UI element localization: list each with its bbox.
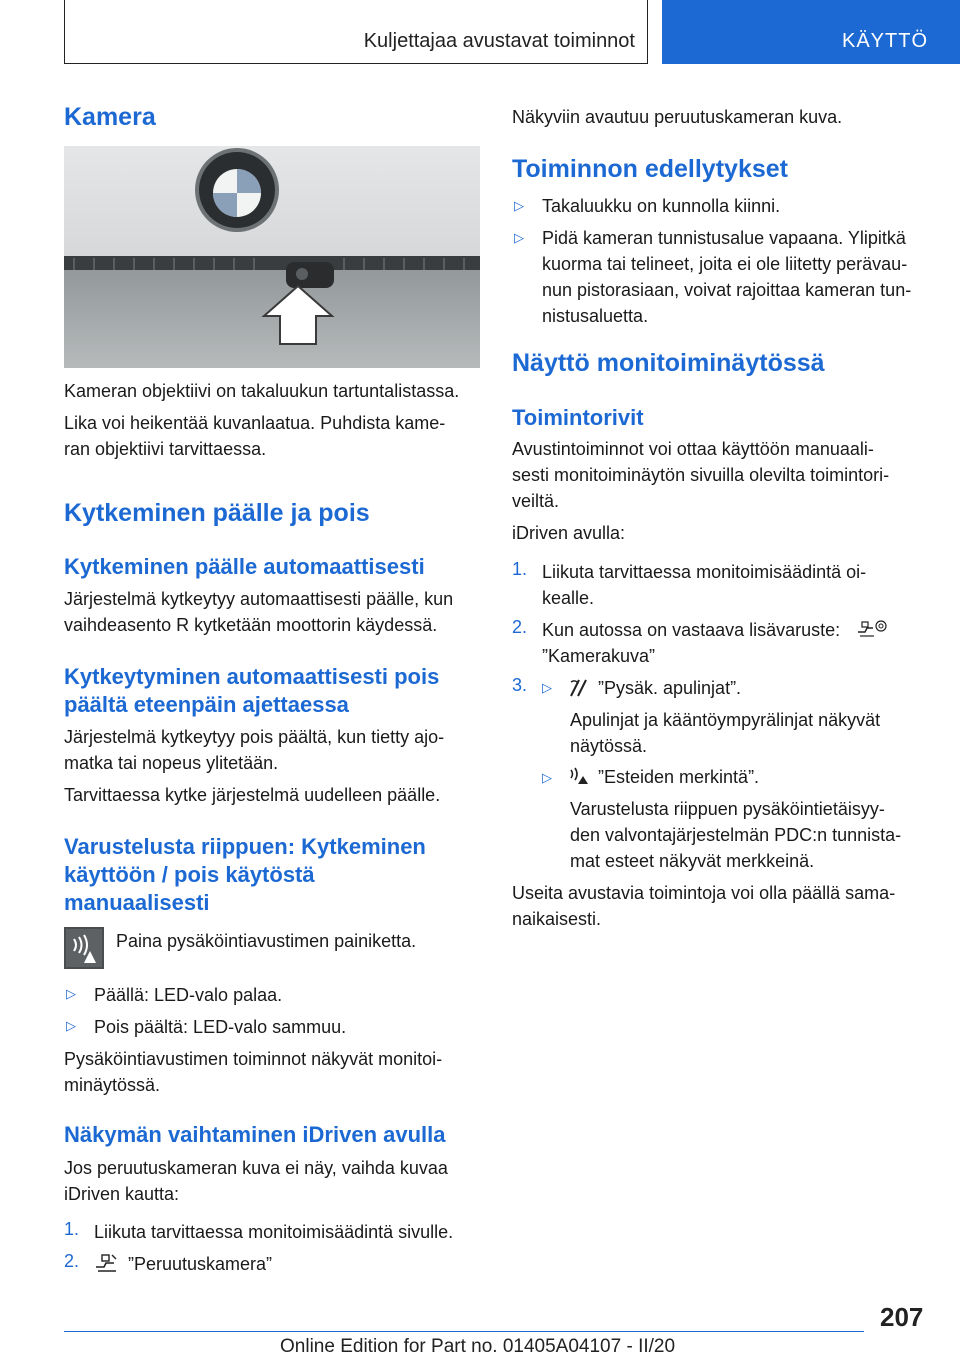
camera-text-line-2: ran objektiivi tarvittaessa.	[64, 439, 267, 459]
page-number: 207	[880, 1302, 924, 1332]
camera-text-line-1: Lika voi heikentää kuvanlaatua. Puhdista kame-	[64, 413, 446, 433]
s1-line-1: Liikuta tarvittaessa monitoimisäädintä oi-	[542, 562, 867, 582]
view-line-2: iDriven kautta:	[64, 1184, 180, 1204]
s3-b-line-2: den valvontajärjestelmän PDC:n tunnista-	[570, 825, 902, 845]
header-section-tab	[662, 0, 960, 64]
auto-on-line-2: vaihdeasento R kytketään moottorin käydessä.	[64, 615, 438, 635]
camera-caption: Kameran objektiivi on takaluukun tartuntalistassa.	[64, 381, 460, 401]
bullet-on-text: Päällä: LED-valo palaa.	[94, 985, 283, 1005]
s2-line-2: ”Kamerakuva”	[542, 646, 656, 666]
step-2-text: ”Peruutuskamera”	[128, 1254, 273, 1274]
triangle-bullet-icon: ▷	[514, 230, 524, 245]
req-1-text: Takaluukku on kunnolla kiinni.	[542, 196, 781, 216]
rear-camera-icon	[94, 1253, 120, 1275]
step-1-text: Liikuta tarvittaessa monitoimisäädintä sivulle.	[94, 1222, 454, 1242]
camera-photo	[64, 146, 480, 368]
heading-camera: Kamera	[64, 103, 156, 131]
step-number: 3.	[512, 675, 528, 695]
heading-auto-off-line-1: Kytkeytyminen automaattisesti pois	[64, 664, 440, 689]
footer-divider	[64, 1331, 864, 1332]
s3-b-line-1: Varustelusta riippuen pysäköintietäisyy-	[570, 799, 885, 819]
heading-function-bars: Toimintorivit	[512, 405, 644, 430]
end-line-2: naikaisesti.	[512, 909, 602, 929]
step-number: 2.	[64, 1251, 80, 1271]
s2-line-1: Kun autossa on vastaava lisävaruste:	[542, 620, 841, 640]
triangle-bullet-icon: ▷	[542, 680, 552, 695]
obstacle-marking-icon	[568, 764, 590, 786]
bar-line-2: sesti monitoiminäytön sivuilla olevilta toimintori-	[512, 465, 890, 485]
bullet-off-text: Pois päältä: LED-valo sammuu.	[94, 1017, 347, 1037]
after-line-1: Pysäköintiavustimen toiminnot näkyvät monitoi-	[64, 1049, 443, 1069]
camera-view-icon	[856, 618, 890, 640]
parking-lines-icon	[568, 676, 590, 698]
manual-press-text: Paina pysäköintiavustimen painiketta.	[116, 931, 417, 951]
auto-on-line-1: Järjestelmä kytkeytyy automaattisesti päälle, kun	[64, 589, 454, 609]
heading-manual-line-1: Varustelusta riippuen: Kytkeminen	[64, 834, 426, 859]
req-2-line-4: nistusaluetta.	[542, 306, 649, 326]
auto-off-line-1: Järjestelmä kytkeytyy pois päältä, kun tietty ajo-	[64, 727, 445, 747]
heading-view-switch: Näkymän vaihtaminen iDriven avulla	[64, 1122, 446, 1147]
heading-switch-on-off: Kytkeminen päälle ja pois	[64, 499, 370, 527]
triangle-bullet-icon: ▷	[66, 986, 76, 1001]
req-2-line-2: kuorma tai telineet, joita ei ole liitetty perävau-	[542, 254, 908, 274]
end-line-1: Useita avustavia toimintoja voi olla päällä sama-	[512, 883, 896, 903]
heading-manual-line-2: käyttöön / pois käytöstä	[64, 862, 315, 887]
heading-auto-on: Kytkeminen päälle automaattisesti	[64, 554, 425, 579]
triangle-bullet-icon: ▷	[542, 770, 552, 785]
step-number: 2.	[512, 617, 528, 637]
heading-auto-off-line-2: päältä eteenpäin ajettaessa	[64, 692, 349, 717]
heading-requirements: Toiminnon edellytykset	[512, 155, 788, 183]
step-number: 1.	[64, 1219, 80, 1239]
heading-manual-line-3: manuaalisesti	[64, 890, 210, 915]
s1-line-2: kealle.	[542, 588, 595, 608]
s3-a-line-2: näytössä.	[570, 736, 648, 756]
req-2-line-3: nun pistorasiaan, voivat rajoittaa kameran tun-	[542, 280, 912, 300]
s3-b-text: ”Esteiden merkintä”.	[598, 767, 760, 787]
step-number: 1.	[512, 559, 528, 579]
s3-a-text: ”Pysäk. apulinjat”.	[598, 678, 742, 698]
idrive-text: iDriven avulla:	[512, 523, 626, 543]
bar-line-1: Avustintoiminnot voi ottaa käyttöön manuaali-	[512, 439, 874, 459]
header-chapter-box	[64, 0, 648, 64]
s3-b-line-3: mat esteet näkyvät merkkeinä.	[570, 851, 815, 871]
triangle-bullet-icon: ▷	[514, 198, 524, 213]
req-2-line-1: Pidä kameran tunnistusalue vapaana. Ylipitkä	[542, 228, 906, 248]
footer-edition: Online Edition for Part no. 01405A04107 - II/20	[280, 1336, 676, 1357]
park-assist-button-icon	[64, 927, 104, 969]
heading-monitor-display: Näyttö monitoiminäytössä	[512, 349, 825, 377]
bar-line-3: veiltä.	[512, 491, 560, 511]
view-line-1: Jos peruutuskameran kuva ei näy, vaihda kuvaa	[64, 1158, 448, 1178]
auto-off-line-3: Tarvittaessa kytke järjestelmä uudelleen päälle.	[64, 785, 441, 805]
intro-text: Näkyviin avautuu peruutuskameran kuva.	[512, 107, 843, 127]
header-chapter-title: Kuljettajaa avustavat toiminnot	[363, 30, 635, 52]
triangle-bullet-icon: ▷	[66, 1018, 76, 1033]
auto-off-line-2: matka tai nopeus ylitetään.	[64, 753, 279, 773]
s3-a-line-1: Apulinjat ja kääntöympyrälinjat näkyvät	[570, 710, 881, 730]
after-line-2: minäytössä.	[64, 1075, 161, 1095]
header-section-title: KÄYTTÖ	[841, 30, 928, 52]
